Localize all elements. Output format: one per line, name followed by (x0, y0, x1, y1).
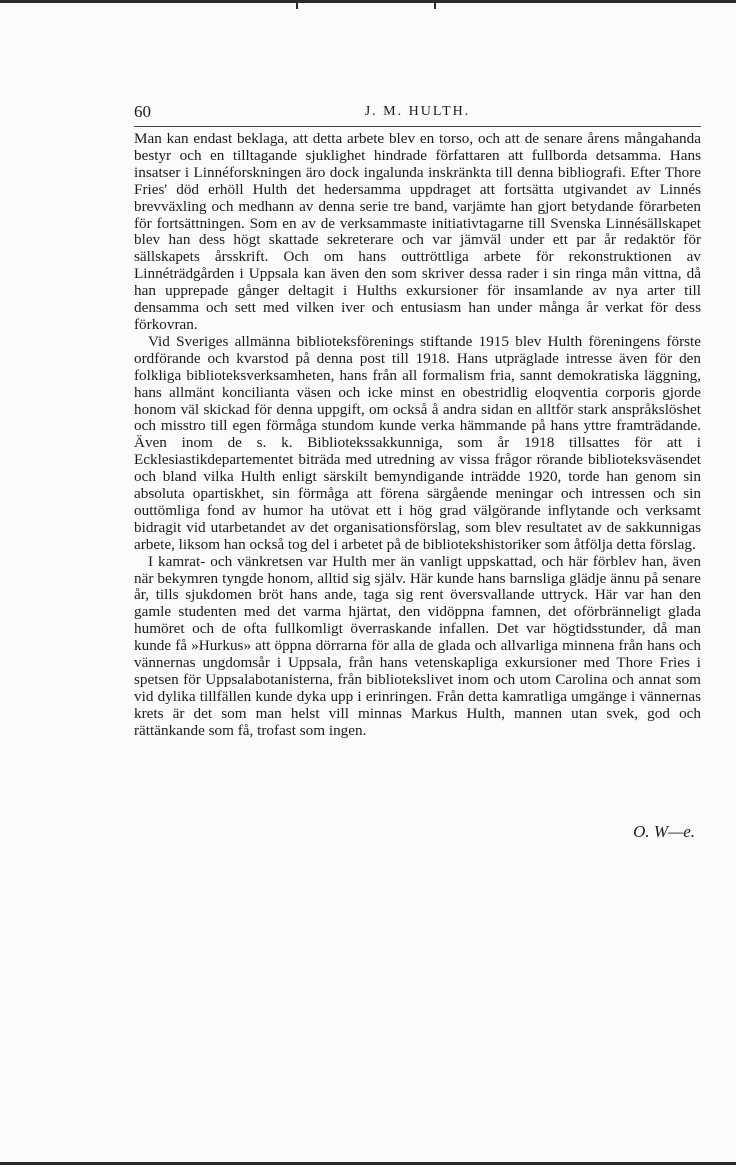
paragraph-friendship: I kamrat- och vänkretsen var Hulth mer än vanligt uppskattad, och här förblev han, även när bekymren tyngde honom, alltid sig själv. Här kunde hans barnsliga glädje ännu på senare år, tills sjukdomen bröt hans ande, taga sig rent översvallande uttryck. Här var han den gamle studenten med det varma hjärtat, den vidöppna famnen, det oförbränneligt glada humöret och de ofta fullkomligt överraskande infallen. Det var högtidsstunder, då man kunde få »Hurkus» att öppna dörrarna för alla de glada och allvarliga minnena från hans och vännernas ungdomsår i Uppsala, från hans vetenskapliga exkursioner med Thore Fries i spetsen för Uppsalabotanisterna, från bibliotekslivet inom och utom Carolina och annat som vid dylika tillfällen kunde dyka upp i erinringen. Från detta kamratliga umgänge i vännernas krets är det som man helst vill minnas Markus Hulth, mannen utan svek, god och rättänkande som få, trofast som ingen. (134, 552, 701, 739)
top-tick-mark (296, 0, 298, 9)
body-text (134, 131, 701, 740)
running-head: J. M. HULTH. (364, 104, 471, 119)
page-header (134, 102, 701, 124)
author-signature: O. W—e. (633, 822, 695, 841)
bottom-edge-rule (0, 1162, 736, 1165)
top-tick-mark (434, 0, 436, 9)
paragraph-library-association: Vid Sveriges allmänna biblioteksförenings stiftande 1915 blev Hulth föreningens förste ordförande och kvarstod på denna post till 1918. Hans utpräglade intresse även för den folkliga biblioteksverksamheten, hans från all formalism fria, sannt demokratiska läggning, hans allmänt koncilianta väsen och icke minst en obestridlig eloqventia corporis gjorde honom väl skickad för denna uppgift, om också å andra sidan en alltför stark anspråkslöshet och misstro till egen förmåga stundom kunde verka hämmande på hans yttre framträdande. Även inom de s. k. Bibliotekssakkunniga, som år 1918 tillsattes för att i Ecklesiastikdepartementet biträda med utredning av vissa frågor rörande biblioteksväsendet och bland vilka Hulth enligt särskilt bemyndigande inträdde 1920, torde han genom sin absoluta opartiskhet, sin förmåga att förena särgående meningar och intressen och sin outtömliga fond av humor ha utövat ett i hög grad välgörande inflytande och verksamt bidragit vid utarbetandet av det organisationsförslag, som blev resultatet av de sakkunnigas arbete, liksom han också tog del i arbetet på de bibliotekshistoriker som åtfölja detta förslag. (134, 332, 701, 553)
page-number: 60 (134, 102, 151, 121)
paragraph-linne-work: Man kan endast beklaga, att detta arbete blev en torso, och att de senare årens mångahanda bestyr och en tilltagande sjuklighet hindrade författaren att fullborda detsamma. Hans insatser i Linnéforskningen äro dock ingalunda inskränkta till denna bibliografi. Efter Thore Fries' död erhöll Hulth det hedersamma uppdraget att fortsätta utgivandet av Linnés brevväxling och medhann av denna serie tre band, varjämte han gjort betydande förarbeten för fortsättningen. Som en av de verksammaste initiativtagarne till Svenska Linnésällskapet blev han dess högt skattade sekreterare och var jämväl under ett par år redaktör för sällskapets årsskrift. Och om hans outtröttliga arbete för rekonstruktionen av Linnéträdgården i Uppsala kan även den som skriver dessa rader i sin ringa mån vittna, då han upprepade gånger deltagit i Hulths exkursioner för insamlande av nya arter till densamma och sett med vilken iver och entusiasm han under många år verkat för dess förkovran. (134, 130, 701, 333)
header-rule (134, 126, 701, 127)
top-edge-rule (0, 0, 736, 3)
